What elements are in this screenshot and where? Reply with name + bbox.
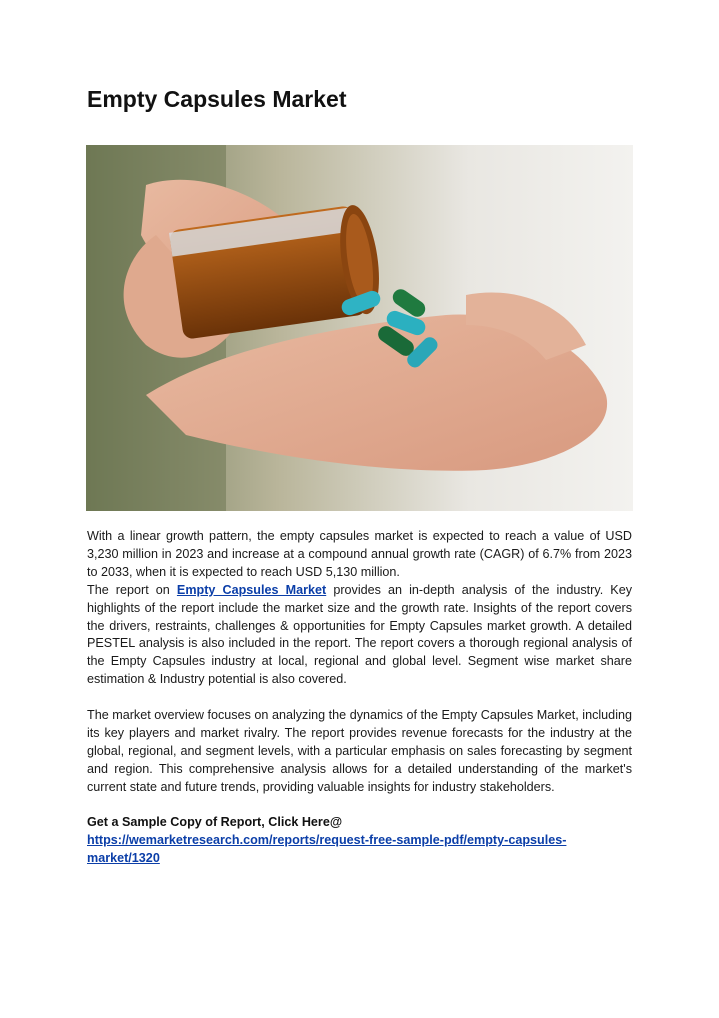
sample-report-link[interactable]: https://wemarketresearch.com/reports/request-free-sample-pdf/empty-capsules-market/1320 <box>87 833 567 866</box>
overview-paragraph: The market overview focuses on analyzing the dynamics of the Empty Capsules Market, including its key players and market rivalry. The report provides revenue forecasts for the industry at the global, regional, and segment levels, with a particular emphasis on sales forecasting by segment and region. This comprehensive analysis allows for a detailed understanding of the market's current state and future trends, providing valuable insights for industry stakeholders. <box>87 708 632 794</box>
page-title: Empty Capsules Market <box>87 86 347 112</box>
intro-paragraph: With a linear growth pattern, the empty capsules market is expected to reach a value of USD 3,230 million in 2023 and increase at a compound annual growth rate (CAGR) of 6.7% from 2023 to 2033, when it is expected to reach USD 5,130 million. <box>87 529 632 579</box>
hero-photo-capsules <box>86 145 633 511</box>
sample-copy-heading: Get a Sample Copy of Report, Click Here@ <box>87 815 343 830</box>
report-paragraph: The report on Empty Capsules Market provides an in-depth analysis of the industry. Key highlights of the report include the market size and the growth rate. Insights of the report covers the drivers, restraints, challenges & opportunities for Empty Capsules market growth. A detailed PESTEL analysis is also included in the report. The report covers a thorough regional analysis of the Empty Capsules industry at local, regional and global level. Segment wise market share estimation & Industry potential is also covered. <box>87 582 633 687</box>
article-body <box>87 528 632 868</box>
empty-capsules-market-link[interactable]: Empty Capsules Market <box>176 582 327 597</box>
